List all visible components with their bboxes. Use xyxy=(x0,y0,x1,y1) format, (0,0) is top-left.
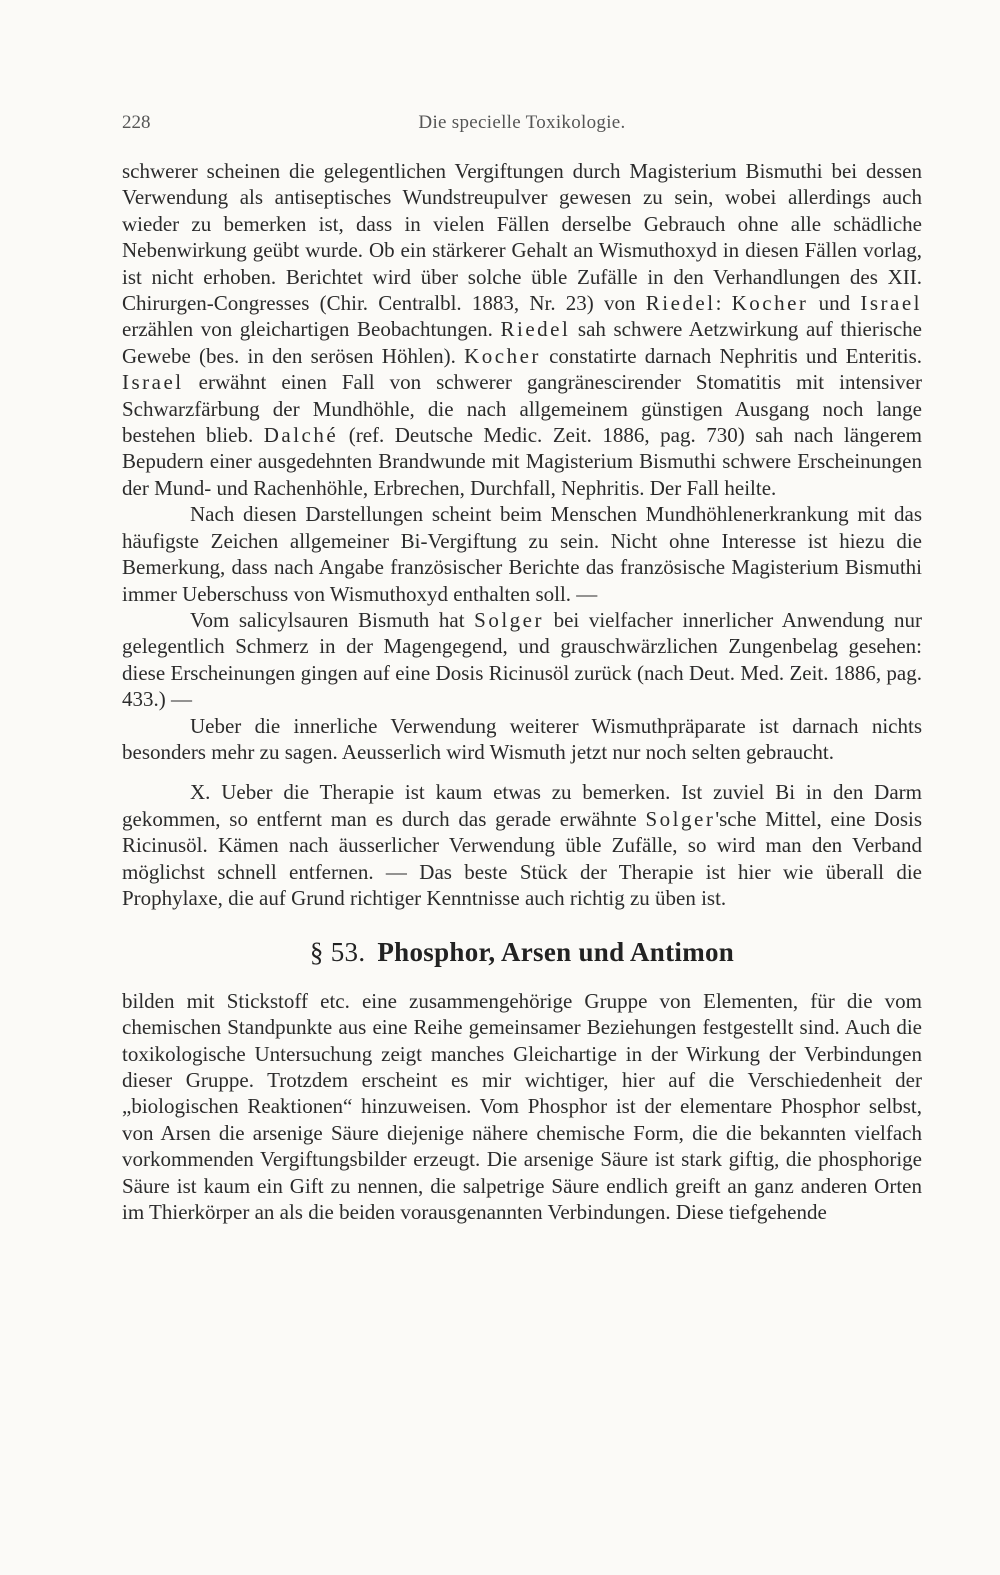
author-name: Kocher xyxy=(731,291,809,316)
page-number: 228 xyxy=(122,112,151,133)
author-name: Israel xyxy=(860,291,923,316)
section-title: Phosphor, Arsen und Antimon xyxy=(377,937,735,968)
author-name: Riedel xyxy=(645,291,716,316)
author-name: Israel xyxy=(122,370,184,395)
paragraph-section-intro: bilden mit Stickstoff etc. eine zusammengehörige Gruppe von Elementen, für die vom chemischen Standpunkte aus eine Reihe gemeinsamer Beziehungen festgestellt sind. Auch die toxikologische Untersuchung zeigt manches Gleichartige in der Wirkung der Verbindungen dieser Gruppe. Trotzdem erscheint es mir wichtiger, hier auf die Verschiedenheit der „biologischen Reaktionen“ hinzuweisen. Vom Phosphor ist der elementare Phosphor selbst, von Arsen die arsenige Säure diejenige nähere chemische Form, die die bekannten vielfach vorkommenden Vergiftungsbilder erzeugt. Die arsenige Säure ist stark giftig, die phosphorige Säure ist kaum ein Gift zu nennen, die salpetrige Säure endlich greift an ganz anderen Orten im Thierkörper an als die beiden vorausgenannten Verbindungen. Diese tiefgehende xyxy=(122,988,922,1225)
paragraph-mouth-disease: Nach diesen Darstellungen scheint beim Menschen Mundhöhlenerkrankung mit das häufigste Zeichen allgemeiner Bi-Vergiftung zu sein. Nicht ohne Interesse ist hiezu die Bemerkung, dass nach Angabe französischer Berichte das französische Magisterium Bismuthi immer Ueberschuss von Wismuthoxyd enthalten soll. — xyxy=(122,502,922,606)
author-name: Riedel xyxy=(500,317,571,342)
paragraph-salicylic-bismuth: Vom salicylsauren Bismuth hat Solger bei vielfacher innerlicher Anwendung nur gelegentlich Schmerz in der Magengegend, und grauschwärzlichen Zungenbelag gesehen: diese Erscheinungen gingen auf eine Dosis Ricinusöl zurück (nach Deut. Med. Zeit. 1886, pag. 433.) — xyxy=(122,607,922,712)
section-heading xyxy=(122,937,922,968)
author-name: Kocher xyxy=(464,343,541,368)
paragraph-bismuth-cases: schwerer scheinen die gelegentlichen Vergiftungen durch Magisterium Bismuthi bei dessen Verwendung als antiseptisches Wundstreupulver gewesen zu sein, wobei allerdings auch wieder zu bemerken ist, dass in vielen Fällen derselbe Gebrauch ohne alle schädliche Nebenwirkung geübt wurde. Ob ein stärkerer Gehalt an Wismuthoxyd in diesen Fällen vorlag, ist nicht erhoben. Berichtet wird über solche üble Zufälle in den Verhandlungen des XII. Chirurgen-Congresses (Chir. Centralbl. 1883, Nr. 23) von Riedel: Kocher und Israel erzählen von gleichartigen Beobachtungen. Riedel sah schwere Aetzwirkung auf thierische Gewebe (bes. in den serösen Höhlen). Kocher constatirte darnach Nephritis und Enteritis. Israel erwähnt einen Fall von schwerer gangränescirender Stomatitis mit intensiver Schwarzfärbung der Mundhöhle, die nach allgemeinem günstigen Ausgang noch lange bestehen blieb. Dalché (ref. Deutsche Medic. Zeit. 1886, pag. 730) sah nach längerem Bepudern einer ausgedehnten Brandwunde mit Magisterium Bismuthi schwere Erscheinungen der Mund- und Rachenhöhle, Erbrechen, Durchfall, Nephritis. Der Fall heilte. xyxy=(122,159,923,500)
running-head: Die specielle Toxikologie. xyxy=(418,112,626,133)
paragraph-therapy: X. Ueber die Therapie ist kaum etwas zu bemerken. Ist zuviel Bi in den Darm gekommen, so entfernt man es durch das gerade erwähnte Solger'sche Mittel, eine Dosis Ricinusöl. Kämen nach äusserlicher Verwendung üble Zufälle, so wird man den Verband möglichst schnell entfernen. — Das beste Stück der Therapie ist hier wie überall die Prophylaxe, die auf Grund richtiger Kenntnisse auch richtig zu üben ist. xyxy=(122,780,923,910)
page-header xyxy=(122,112,922,142)
paragraph-gap xyxy=(122,765,922,779)
author-name: Dalché xyxy=(263,423,339,448)
author-name: Solger xyxy=(645,806,716,831)
paragraph-other-preparations: Ueber die innerliche Verwendung weiterer Wismuthpräparate ist darnach nichts besonders mehr zu sagen. Aeusserlich wird Wismuth jetzt nur noch selten gebraucht. xyxy=(122,713,922,764)
body-text xyxy=(122,158,922,1225)
section-number: § 53. xyxy=(309,937,366,968)
author-name: Solger xyxy=(474,607,544,632)
